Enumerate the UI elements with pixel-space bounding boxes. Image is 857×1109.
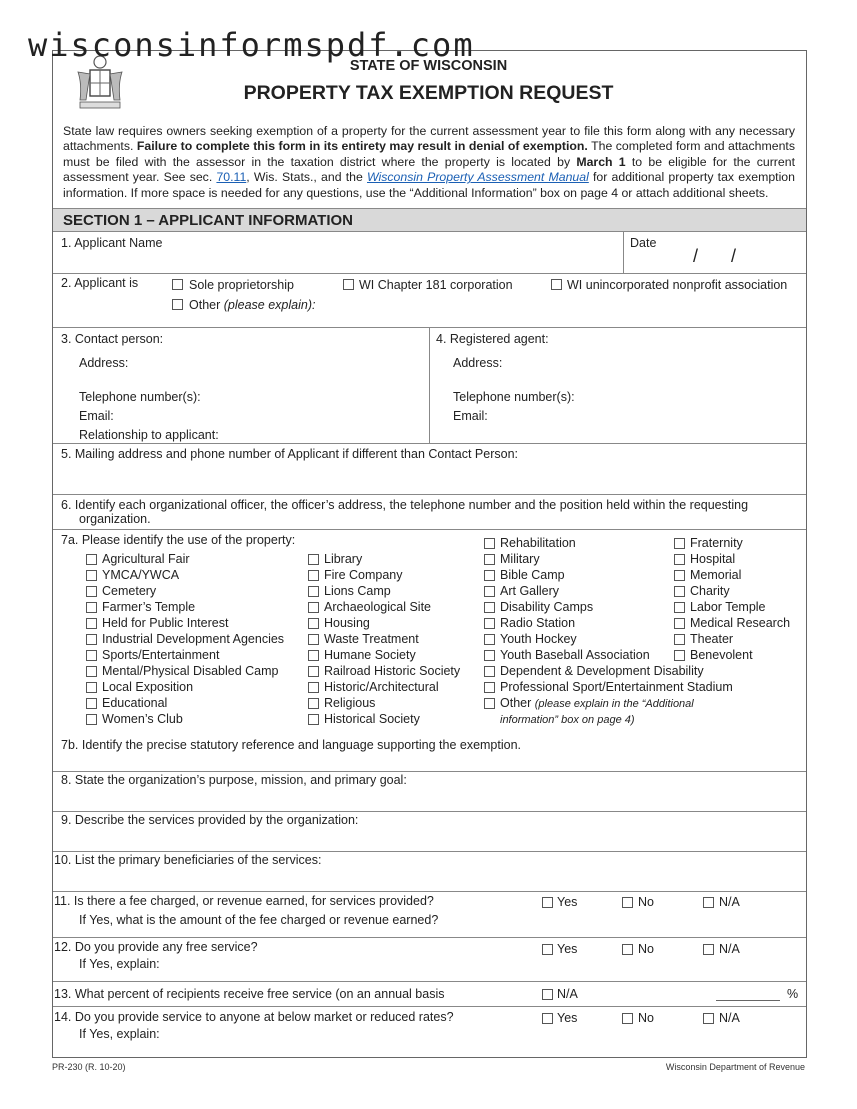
use-label: Fraternity — [690, 536, 743, 550]
date-slash-2: / — [731, 246, 737, 266]
use-label: Railroad Historic Society — [324, 664, 461, 678]
use-label: Professional Sport/Entertainment Stadium — [500, 680, 733, 694]
other-type-checkbox[interactable] — [172, 299, 183, 310]
free-service-explain-label: If Yes, explain: — [79, 957, 160, 971]
q13-na-label: N/A — [557, 987, 578, 1001]
q12-no-checkbox[interactable] — [622, 944, 633, 955]
q11-na-checkbox[interactable] — [703, 897, 714, 908]
use-label: Rehabilitation — [500, 536, 576, 550]
use-checkbox[interactable] — [308, 714, 319, 725]
purpose-label: 8. State the organization’s purpose, mission, and primary goal: — [61, 773, 407, 787]
use-label: Dependent & Development Disability — [500, 664, 704, 678]
use-label: Cemetery — [102, 584, 157, 598]
use-checkbox[interactable] — [86, 602, 97, 613]
use-checkbox[interactable] — [484, 586, 495, 597]
use-checkbox[interactable] — [484, 618, 495, 629]
use-checkbox[interactable] — [674, 634, 685, 645]
use-checkbox[interactable] — [86, 682, 97, 693]
q12-yes-label: Yes — [557, 942, 578, 956]
use-checkbox[interactable] — [308, 682, 319, 693]
statute-link[interactable]: 70.11 — [216, 170, 247, 185]
reduced-rates-label: 14. Do you provide service to anyone at below market or reduced rates? — [54, 1010, 454, 1024]
use-label: Benevolent — [690, 648, 753, 662]
use-label: Labor Temple — [690, 600, 766, 614]
q12-yes-checkbox[interactable] — [542, 944, 553, 955]
date-slash-1: / — [693, 246, 699, 266]
agent-address-label: Address: — [453, 356, 503, 370]
other-type-label: Other (please explain): — [189, 298, 316, 312]
wi-chapter-181-label: WI Chapter 181 corporation — [359, 278, 513, 292]
intro-paragraph: State law requires owners seeking exemption of a property for the current assessment year to file this form along with any necessary attachments. Failure to complete this form in its entirety may result in denial of exemption. The completed form and attachments must be filed with the assessor in the taxation district where the property is located by March 1 to be eligible for the current assessment year. See sec. 70.11, Wis. Stats., and the Wisconsin Property Assessment Manual for additional property tax exemption information. If more space is needed for any questions, use the “Additional Information” box on page 4 or attach additional sheets. — [63, 124, 795, 200]
use-checkbox[interactable] — [308, 634, 319, 645]
use-checkbox[interactable] — [86, 714, 97, 725]
use-label: Art Gallery — [500, 584, 560, 598]
use-label: Youth Hockey — [500, 632, 577, 646]
use-checkbox[interactable] — [674, 570, 685, 581]
form-number: PR-230 (R. 10-20) — [52, 1062, 126, 1072]
use-label: Medical Research — [690, 616, 791, 630]
contact-email-label: Email: — [79, 409, 114, 423]
use-label: Humane Society — [324, 648, 416, 662]
use-checkbox[interactable] — [86, 650, 97, 661]
agency-name: Wisconsin Department of Revenue — [665, 1062, 805, 1072]
use-checkbox[interactable] — [484, 538, 495, 549]
q14-yes-checkbox[interactable] — [542, 1013, 553, 1024]
section-1-header: SECTION 1 – APPLICANT INFORMATION — [53, 208, 806, 232]
use-checkbox[interactable] — [674, 650, 685, 661]
date-label: Date — [630, 236, 657, 250]
use-checkbox[interactable] — [674, 602, 685, 613]
percent-input-line[interactable] — [716, 1000, 780, 1001]
q12-na-checkbox[interactable] — [703, 944, 714, 955]
q12-no-label: No — [638, 942, 654, 956]
mailing-address-label: 5. Mailing address and phone number of Applicant if different than Contact Person: — [61, 447, 519, 461]
use-checkbox[interactable] — [484, 666, 495, 677]
use-label: YMCA/YWCA — [102, 568, 180, 582]
fee-amount-label: If Yes, what is the amount of the fee charged or revenue earned? — [79, 913, 439, 927]
use-label: Lions Camp — [324, 584, 391, 598]
contact-phone-label: Telephone number(s): — [79, 390, 201, 404]
beneficiaries-label: 10. List the primary beneficiaries of the services: — [54, 853, 322, 867]
statutory-reference-label: 7b. Identify the precise statutory reference and language supporting the exemption. — [61, 738, 522, 752]
use-label: Agricultural Fair — [102, 552, 190, 566]
use-checkbox[interactable] — [308, 618, 319, 629]
use-label: Charity — [690, 584, 730, 598]
use-checkbox[interactable] — [86, 698, 97, 709]
use-label: Fire Company — [324, 568, 403, 582]
use-checkbox[interactable] — [484, 682, 495, 693]
q14-na-checkbox[interactable] — [703, 1013, 714, 1024]
q14-yes-label: Yes — [557, 1011, 578, 1025]
use-label: Hospital — [690, 552, 736, 566]
registered-agent-label: 4. Registered agent: — [436, 332, 549, 346]
use-checkbox[interactable] — [86, 666, 97, 677]
contact-relationship-label: Relationship to applicant: — [79, 428, 219, 442]
use-checkbox[interactable] — [86, 554, 97, 565]
wi-unincorporated-checkbox[interactable] — [551, 279, 562, 290]
use-label: Held for Public Interest — [102, 616, 229, 630]
manual-link[interactable]: Wisconsin Property Assessment Manual — [367, 170, 589, 185]
use-label: Religious — [324, 696, 376, 710]
use-label: Mental/Physical Disabled Camp — [102, 664, 279, 678]
services-label: 9. Describe the services provided by the organization: — [61, 813, 359, 827]
q12-na-label: N/A — [719, 942, 740, 956]
contact-address-label: Address: — [79, 356, 129, 370]
use-label: Housing — [324, 616, 370, 630]
use-label: Library — [324, 552, 363, 566]
use-checkbox[interactable] — [86, 618, 97, 629]
use-label: Women’s Club — [102, 712, 183, 726]
q11-no-checkbox[interactable] — [622, 897, 633, 908]
use-label: Disability Camps — [500, 600, 594, 614]
use-label: Bible Camp — [500, 568, 565, 582]
use-label: Military — [500, 552, 540, 566]
officers-label-line2: organization. — [79, 512, 151, 526]
use-checkbox[interactable] — [674, 586, 685, 597]
wi-chapter-181-checkbox[interactable] — [343, 279, 354, 290]
state-heading: STATE OF WISCONSIN — [349, 58, 508, 74]
use-label: Educational — [102, 696, 168, 710]
use-checkbox[interactable] — [674, 554, 685, 565]
agent-email-label: Email: — [453, 409, 488, 423]
use-checkbox[interactable] — [308, 554, 319, 565]
use-checkbox[interactable] — [308, 666, 319, 677]
q14-na-label: N/A — [719, 1011, 740, 1025]
property-use-label: 7a. Please identify the use of the property: — [61, 533, 296, 547]
wi-unincorporated-label: WI unincorporated nonprofit association — [567, 278, 788, 292]
use-other-label: Other (please explain in the “Additional — [500, 696, 694, 710]
use-checkbox[interactable] — [308, 570, 319, 581]
use-label: Historic/Architectural — [324, 680, 439, 694]
use-checkbox[interactable] — [484, 554, 495, 565]
form-title: PROPERTY TAX EXEMPTION REQUEST — [243, 82, 614, 104]
use-checkbox[interactable] — [86, 570, 97, 581]
use-label: Radio Station — [500, 616, 576, 630]
use-label: Farmer’s Temple — [102, 600, 196, 614]
use-checkbox[interactable] — [308, 650, 319, 661]
officers-label-line1: 6. Identify each organizational officer, the officer’s address, the telephone number and the position held within the requesting — [61, 498, 749, 512]
use-label: Local Exposition — [102, 680, 194, 694]
agent-phone-label: Telephone number(s): — [453, 390, 575, 404]
percent-sign: % — [787, 987, 799, 1001]
q11-na-label: N/A — [719, 895, 740, 909]
use-checkbox[interactable] — [674, 538, 685, 549]
use-checkbox[interactable] — [308, 586, 319, 597]
fee-charged-label: 11. Is there a fee charged, or revenue earned, for services provided? — [54, 894, 434, 908]
use-checkbox[interactable] — [674, 618, 685, 629]
use-label: Waste Treatment — [324, 632, 419, 646]
use-checkbox[interactable] — [484, 570, 495, 581]
sole-proprietorship-label: Sole proprietorship — [189, 278, 294, 292]
q11-yes-checkbox[interactable] — [542, 897, 553, 908]
applicant-name-label: 1. Applicant Name — [61, 236, 163, 250]
use-label: Youth Baseball Association — [500, 648, 650, 662]
use-label: Memorial — [690, 568, 742, 582]
use-checkbox[interactable] — [484, 634, 495, 645]
use-label: Sports/Entertainment — [102, 648, 220, 662]
contact-person-label: 3. Contact person: — [61, 332, 164, 346]
use-other-checkbox[interactable] — [484, 698, 495, 709]
q14-no-label: No — [638, 1011, 654, 1025]
use-checkbox[interactable] — [484, 650, 495, 661]
sole-proprietorship-checkbox[interactable] — [172, 279, 183, 290]
applicant-type-label: 2. Applicant is — [61, 276, 139, 290]
use-label: Archaeological Site — [324, 600, 432, 614]
use-label: Industrial Development Agencies — [102, 632, 285, 646]
use-checkbox[interactable] — [86, 586, 97, 597]
q13-na-checkbox[interactable] — [542, 989, 553, 1000]
watermark: wisconsinformspdf.com — [28, 26, 475, 64]
free-service-label: 12. Do you provide any free service? — [54, 940, 258, 954]
q14-no-checkbox[interactable] — [622, 1013, 633, 1024]
use-other-label-line2: information” box on page 4) — [500, 714, 635, 726]
q11-yes-label: Yes — [557, 895, 578, 909]
reduced-rates-explain-label: If Yes, explain: — [79, 1027, 160, 1041]
use-checkbox[interactable] — [86, 634, 97, 645]
use-checkbox[interactable] — [308, 698, 319, 709]
free-percent-label: 13. What percent of recipients receive free service (on an annual basis — [54, 987, 445, 1001]
q11-no-label: No — [638, 895, 654, 909]
use-checkbox[interactable] — [484, 602, 495, 613]
use-label: Theater — [690, 632, 734, 646]
use-label: Historical Society — [324, 712, 420, 726]
use-checkbox[interactable] — [308, 602, 319, 613]
